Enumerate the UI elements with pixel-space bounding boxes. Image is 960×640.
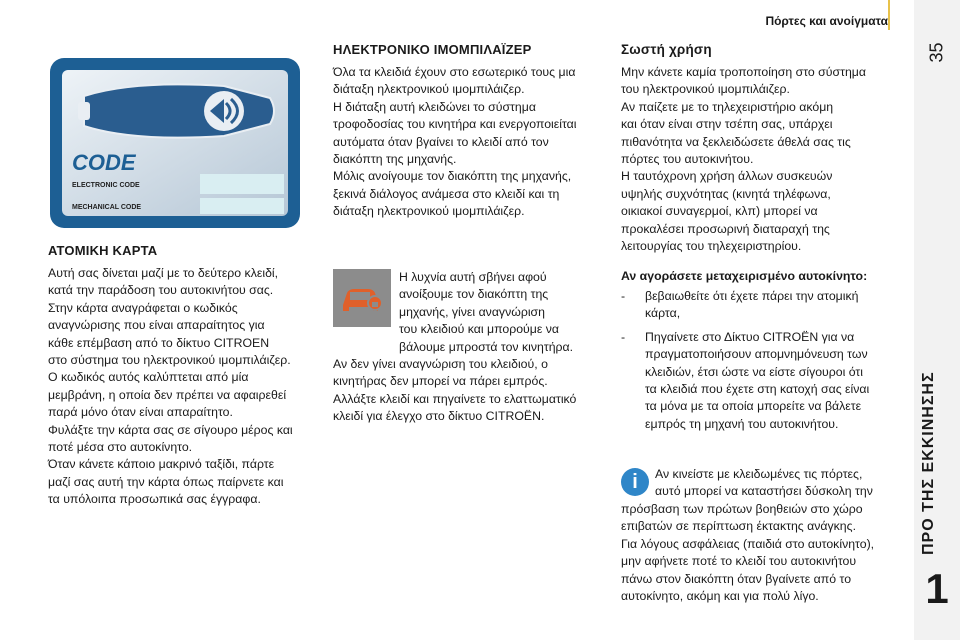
text-line: κινητήρας δεν μπορεί να πάρει εμπρός. bbox=[333, 374, 548, 389]
text-line: Αν κινείστε με κλειδωμένες τις πόρτες, bbox=[655, 467, 863, 481]
text-line: κατά την παράδοση του αυτοκινήτου σας. bbox=[48, 283, 274, 298]
text-line: Πηγαίνετε στο Δίκτυο CITROËN για να bbox=[645, 329, 855, 344]
text-line: Η λυχνία αυτή σβήνει αφού bbox=[399, 270, 547, 284]
chapter-number: 1 bbox=[925, 565, 949, 612]
bullet-dash: - bbox=[621, 329, 626, 344]
text-line: και όταν είναι στην τσέπη σας, υπάρχει bbox=[621, 117, 833, 132]
text-line: πιθανότητα να ξεκλειδώσετε άθελά σας τις bbox=[621, 134, 851, 149]
text-line: Μόλις ανοίγουμε τον διακόπτη της μηχανής, bbox=[333, 169, 572, 184]
text-line: οικιακοί συναγερμοί, κλπ) μπορεί να bbox=[621, 204, 818, 219]
text-line: του κλειδιού και μπορούμε να bbox=[399, 322, 560, 337]
key-icon bbox=[74, 76, 280, 146]
electronic-code-field bbox=[200, 174, 284, 194]
text-line: βάλουμε μπροστά τον κινητήρα. bbox=[399, 339, 574, 354]
text-line: τροφοδοσίας του κινητήρα και ενεργοποιείται bbox=[333, 117, 577, 132]
text-line: Όταν κάνετε κάποιο μακρινό ταξίδι, πάρτε bbox=[48, 457, 275, 472]
key-card-illustration bbox=[50, 58, 300, 228]
immobiliser-title: ΗΛΕΚΤΡΟΝΙΚΟ ΙΜΟΜΠΙΛΑΪΖΕΡ bbox=[333, 42, 532, 57]
text-line: Μην κάνετε καμία τροποποίηση στο σύστημα bbox=[621, 65, 866, 79]
text-line: Για λόγους ασφάλειας (παιδιά στο αυτοκίνητο), bbox=[621, 536, 875, 551]
info-icon: i bbox=[621, 468, 649, 496]
bullet-dash: - bbox=[621, 289, 626, 303]
list-item bbox=[621, 329, 906, 433]
card-mechanical-label: MECHANICAL CODE bbox=[72, 204, 142, 211]
text-line: διάταξη ηλεκτρονικού ιμομπιλάιζερ. bbox=[333, 82, 525, 97]
info-text-top bbox=[655, 466, 905, 501]
text-line: πάνω στον διακόπτη όταν βγαίνετε από το bbox=[621, 571, 852, 586]
correct-use-title: Σωστή χρήση bbox=[621, 42, 712, 57]
mechanical-code-field bbox=[200, 198, 284, 214]
text-line: στο σύστημα του ηλεκτρονικού ιμομπιλάιζερ. bbox=[48, 353, 291, 368]
text-line: Η ταυτόχρονη χρήση άλλων συσκευών bbox=[621, 169, 833, 184]
text-line: πρόσβαση των πρώτων βοηθειών στο χώρο bbox=[621, 502, 863, 516]
text-line: αυτό μπορεί να καταστήσει δύσκολη την bbox=[655, 484, 873, 499]
section-title: Πόρτες και ανοίγματα bbox=[765, 14, 888, 28]
text-line: κάρτα, bbox=[645, 306, 681, 321]
used-car-list bbox=[621, 288, 906, 433]
text-line: μηχανής, γίνει αναγνώριση bbox=[399, 304, 545, 319]
card-code-label: CODE bbox=[72, 150, 136, 175]
text-line: λειτουργίας του τηλεχειριστηρίου. bbox=[621, 239, 802, 254]
text-line: μεμβράνη, η οποία δεν πρέπει να αφαιρεθεί bbox=[48, 387, 287, 402]
text-line: διάταξη ηλεκτρονικού ιμομπιλάιζερ. bbox=[333, 204, 525, 219]
key-recognition-text bbox=[333, 356, 623, 426]
text-line: Αλλάξτε κλειδί και πηγαίνετε το ελαττωματικό bbox=[333, 391, 577, 406]
header-accent-line bbox=[888, 0, 890, 30]
card-electronic-label: ELECTRONIC CODE bbox=[72, 182, 140, 189]
text-line: κάθε επέμβαση από το δίκτυο CITROEN bbox=[48, 335, 270, 350]
correct-use-text bbox=[621, 64, 901, 255]
text-line: τα μόνα με τα οποία μπορείτε να βάλετε bbox=[645, 399, 862, 414]
text-line: μην αφήνετε ποτέ το κλειδί του αυτοκινήτου bbox=[621, 554, 857, 569]
text-line: του ηλεκτρονικού ιμομπιλάιζερ. bbox=[621, 82, 790, 97]
text-line: προκαλέσει προσωρινή διαταραχή της bbox=[621, 221, 830, 236]
text-line: Όλα τα κλειδιά έχουν στο εσωτερικό τους μια bbox=[333, 65, 576, 79]
text-line: τα κλειδιά που έχετε στη κατοχή σας είναι bbox=[645, 382, 870, 397]
text-line: ανοίξουμε τον διακόπτη της bbox=[399, 287, 549, 302]
text-line: Ο κωδικός αυτός καλύπτεται από μία bbox=[48, 370, 249, 385]
text-line: πόρτες του αυτοκινήτου. bbox=[621, 152, 754, 167]
text-line: Φυλάξτε την κάρτα σας σε σίγουρο μέρος και bbox=[48, 422, 293, 437]
text-line: αυτοκίνητο, ακόμη και για πολύ λίγο. bbox=[621, 589, 819, 604]
list-item bbox=[621, 288, 906, 323]
text-line: μαζί σας αυτή την κάρτα όπως παίρνετε και bbox=[48, 474, 284, 489]
text-line: κλειδιών, έτσι ώστε να είστε σίγουροι ότι bbox=[645, 364, 864, 379]
car-key-lamp-icon bbox=[333, 269, 391, 327]
immobiliser-text bbox=[333, 64, 613, 221]
text-line: Στην κάρτα αναγράφεται ο κωδικός bbox=[48, 300, 238, 315]
personal-card-title: ΑΤΟΜΙΚΗ ΚΑΡΤΑ bbox=[48, 243, 158, 258]
text-line: αυτόματα όταν βγαίνει το κλειδί από τον bbox=[333, 134, 549, 149]
text-line: αναγνώρισης που είναι απαραίτητος για bbox=[48, 318, 265, 333]
chapter-title: ΠΡΟ ΤΗΣ ΕΚΚΙΝΗΣΗΣ bbox=[920, 371, 937, 555]
text-line: Αν δεν γίνει αναγνώριση του κλειδιού, ο bbox=[333, 357, 548, 371]
text-line: διακόπτη της μηχανής. bbox=[333, 152, 457, 167]
text-line: Αυτή σας δίνεται μαζί με το δεύτερο κλειδί, bbox=[48, 266, 279, 280]
text-line: εμπρός τη μηχανή του αυτοκινήτου. bbox=[645, 416, 839, 431]
info-text bbox=[621, 501, 906, 605]
used-car-title: Αν αγοράσετε μεταχειρισμένο αυτοκίνητο: bbox=[621, 269, 868, 283]
text-line: Αν παίζετε με το τηλεχειριστήριο ακόμη bbox=[621, 99, 834, 114]
personal-card-text bbox=[48, 265, 348, 509]
text-line: βεβαιωθείτε ότι έχετε πάρει την ατομική bbox=[645, 289, 859, 303]
text-line: υψηλής συχνότητας (κινητά τηλέφωνα, bbox=[621, 186, 831, 201]
page-number: 35 bbox=[926, 42, 947, 63]
text-line: ποτέ μέσα στο αυτοκίνητο. bbox=[48, 440, 193, 455]
text-line: Η διάταξη αυτή κλειδώνει το σύστημα bbox=[333, 99, 536, 114]
lamp-description bbox=[399, 269, 619, 356]
text-line: πραγματοποιήσουν απομνημόνευση των bbox=[645, 347, 868, 362]
immobiliser-lamp-icon bbox=[333, 269, 391, 327]
text-line: ξεκινά διάλογος ανάμεσα στο κλειδί και τη bbox=[333, 186, 560, 201]
text-line: τα υπόλοιπα προσωπικά σας έγγραφα. bbox=[48, 492, 261, 507]
text-line: επιβατών σε περίπτωση έκτακτης ανάγκης. bbox=[621, 519, 856, 534]
text-line: κλειδί για έλεγχο στο δίκτυο CITROËN. bbox=[333, 409, 545, 424]
text-line: παρά μόνο όταν είναι απαραίτητο. bbox=[48, 405, 233, 420]
